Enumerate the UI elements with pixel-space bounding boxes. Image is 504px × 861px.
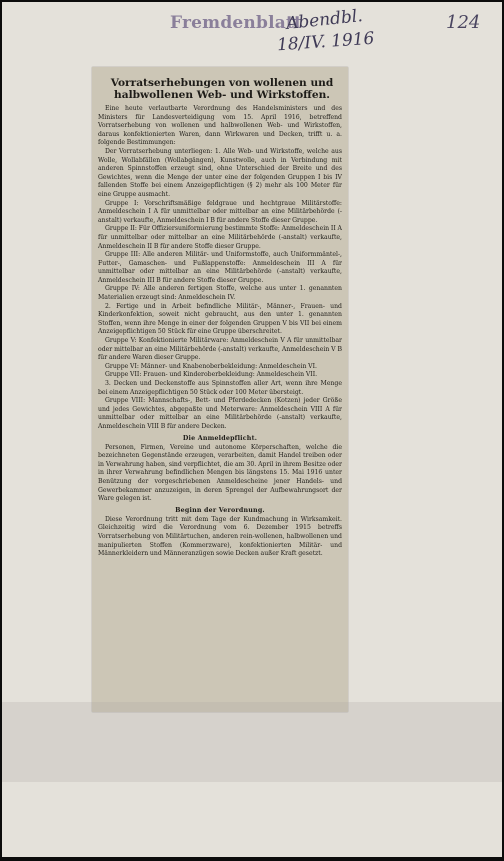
article-paragraph: Gruppe VI: Männer- und Knabenoberbekleidung: Anmeldeschein VI. <box>105 362 317 370</box>
archive-sheet <box>2 2 502 857</box>
article-paragraph: Gruppe I: Vorschriftsmäßige feldgraue und hechtgraue Militärstoffe: Anmeldeschein I A für unmittelbar oder mittelbar an eine Militärbehörde (-anstalt) verkaufte, Anmeldeschein I B für andere Stoffe dieser Gruppe. <box>98 199 342 224</box>
article-headline: Vorratserhebungen von wollenen und halbwollenen Web- und Wirkstoffen. <box>110 77 334 101</box>
article-paragraph: Gruppe VII: Frauen- und Kinderoberbekleidung: Anmeldeschein VII. <box>105 371 318 379</box>
article-paragraph: Eine heute verlautbarte Verordnung des Handelsministers und des Ministers für Landesverteidigung vom 15. April 1916, betreffend Vorratserhebung von wollenen und halbwollenen Web- und Wirkstoffen, daraus konfektionierten Waren, dann Wirkwaren und Decken, trifft u. a. folgende Bestimmungen: <box>98 105 342 147</box>
newspaper-masthead-stamp: Fremdenblatt <box>170 13 303 33</box>
section-heading: Beginn der Verordnung. <box>175 506 265 514</box>
handwritten-date: 18/IV. 1916 <box>276 28 376 56</box>
newspaper-clipping <box>92 67 348 712</box>
article-paragraph: Gruppe IV: Alle anderen fertigen Stoffe, welche aus unter 1. genannten Materialien erzeugt sind: Anmeldeschein IV. <box>98 285 342 302</box>
article-paragraph: Gruppe VIII: Mannschafts-, Bett- und Pferdedecken (Kotzen) jeder Größe und jedes Gewichtes, abgepaßte und Meterware: Anmeldeschein VIII A für unmittelbar oder mittelbar an eine Militärbehörde (-anstalt) verkaufte, Anmeldeschein VIII B für andere Decken. <box>98 397 342 430</box>
article-paragraph: Gruppe V: Konfektionierte Militärware: Anmeldeschein V A für unmittelbar oder mittelbar an eine Militärbehörde (-anstalt) verkaufte, Anmeldeschein V B für andere Waren dieser Gruppe. <box>98 337 342 362</box>
section-heading: Die Anmeldepflicht. <box>182 434 258 442</box>
article-paragraph: 2. Fertige und in Arbeit befindliche Militär-, Männer-, Frauen- und Kinderkonfektion, soweit nicht gebraucht, aus den unter 1. genannten Stoffen, wenn ihre Menge in einer der folgenden Gruppen V bis VII bei einem Anzeigepflichtigen 50 Stück für eine Gruppe überschreitet. <box>98 302 342 336</box>
article-paragraph: 3. Decken und Deckenstoffe aus Spinnstoffen aller Art, wenn ihre Menge bei einem Anzeigepflichtigen 50 Stück oder 100 Meter übersteigt. <box>98 380 342 396</box>
handwritten-edition-note: Abendbl. <box>285 6 364 34</box>
handwritten-archive-number: 124 <box>446 12 481 33</box>
article-paragraph: Gruppe II: Für Offiziersuniformierung bestimmte Stoffe: Anmeldeschein II A für unmittelbar oder mittelbar an eine Militärbehörde (-anstalt) verkaufte, Anmeldeschein II B für andere Stoffe dieser Gruppe. <box>98 225 342 250</box>
article-paragraph: Diese Verordnung tritt mit dem Tage der Kundmachung in Wirksamkeit. Gleichzeitig wird die Verordnung vom 6. Dezember 1915 betreffs Vorratserhebung von Militärtuchen, anderen rein-wollenen, halbwollenen und manipulierten Stoffen (Kommerzware), konfektionierten Militär- und Männerkleidern und Männeranzügen sowie Decken außer Kraft gesetzt. <box>98 515 342 558</box>
article-paragraph: Personen, Firmen, Vereine und autonome Körperschaften, welche die bezeichneten Gegenstände erzeugen, verarbeiten, damit Handel treiben oder in Verwahrung haben, sind verpflichtet, die am 30. April in ihrem Besitze oder in ihrer Verwahrung befindlichen Mengen bis längstens 15. Mai 1916 unter Benützung der vorgeschriebenen Anmeldescheine jener Handels- und Gewerbekammer anzuzeigen, in deren Sprengel der Aufbewahrungsort der Ware gelegen ist. <box>98 443 342 503</box>
article-paragraph: Der Vorratserhebung unterliegen: 1. Alle Web- und Wirkstoffe, welche aus Wolle, Wollabfällen (Wollabgängen), Kunstwolle, auch in Verbindung mit anderen Spinnstoffen erzeugt sind, ohne Unterschied der Breite und des Gewichtes, wenn die Menge der unter eine der folgenden Gruppen I bis IV fallenden Stoffe bei einem Anzeigepflichtigen (§ 2) mehr als 100 Meter für eine Gruppe ausmacht. <box>98 147 342 198</box>
article-paragraph: Gruppe III: Alle anderen Militär- und Uniformstoffe, auch Uniformmäntel-, Futter-, Gamaschen- und Fußlappenstoffe: Anmeldeschein III A für unmittelbar oder mittelbar an eine Militärbehörde (-anstalt) verkaufte, Anmeldeschein III B für andere Stoffe dieser Gruppe. <box>98 251 342 284</box>
